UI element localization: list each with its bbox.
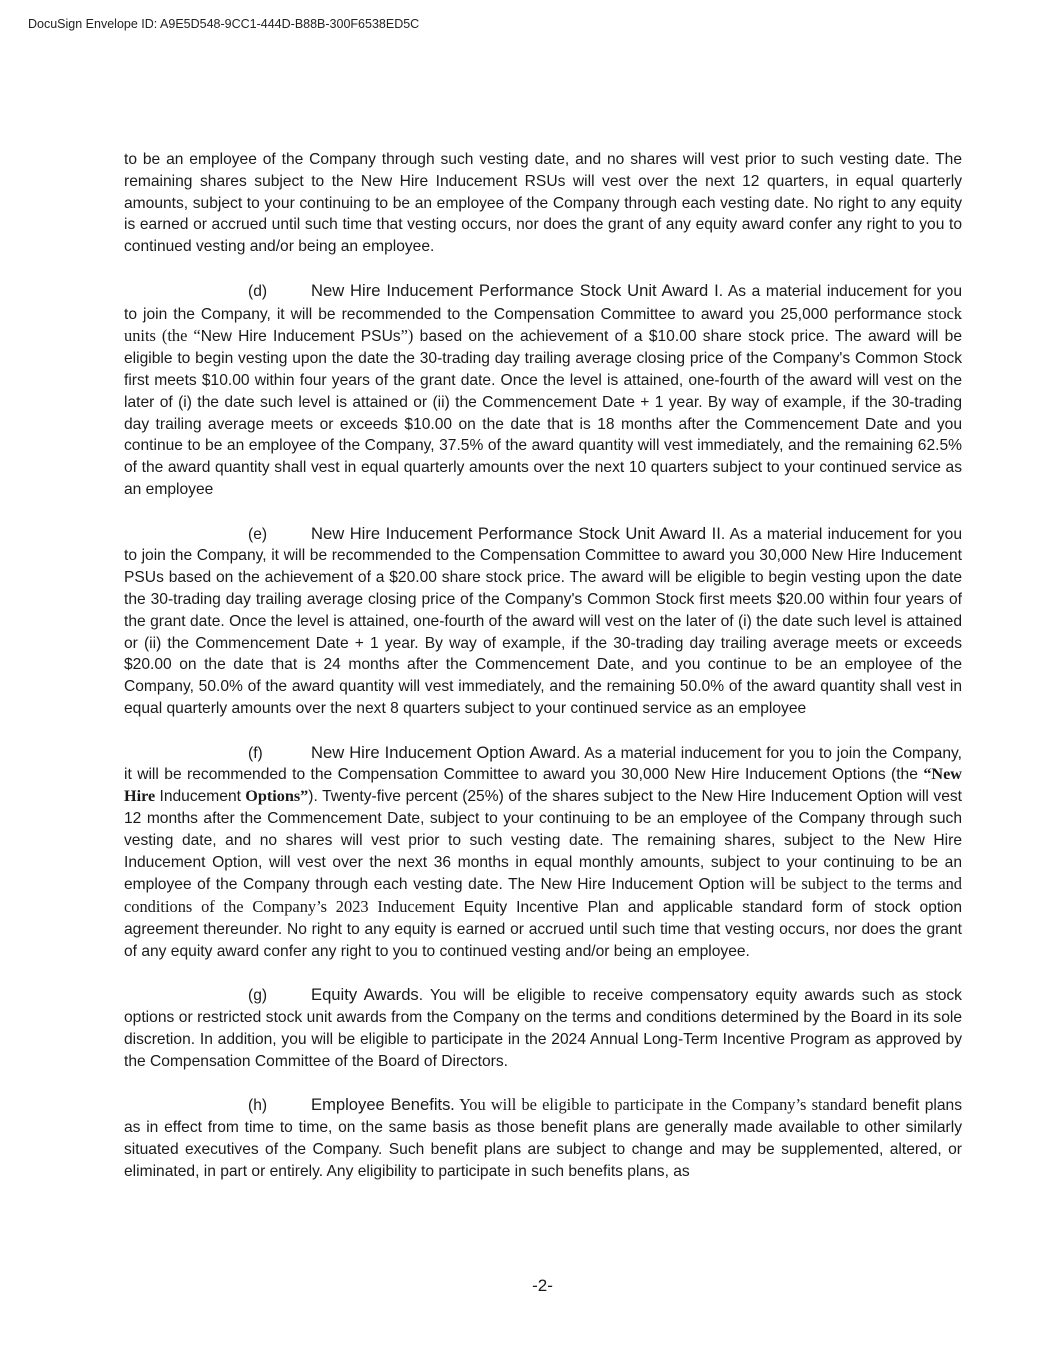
- section-e-heading: New Hire Inducement Performance Stock Unit Award II: [311, 523, 721, 543]
- section-e-paragraph: (e) New Hire Inducement Performance Stock Unit Award II. As a material inducement for you to join the Company, it will be recommended to the Compensation Committee to award you 30,000 New Hire Inducement PSUs based on the achievement of a $20.00 share stock price. The award will be eligible to begin vesting upon the date the 30-trading day trailing average closing price of the Company's Common Stock first meets $20.00 within four years of the grant date. Once the level is attained, one-fourth of the award will vest on the later of (i) the date such level is attained or (ii) the Commencement Date + 1 year. By way of example, if the 30-trading day trailing average meets or exceeds $20.00 on the date that is 24 months after the Commencement Date, and you continue to be an employee of the Company, 50.0% of the award quantity will vest immediately, and the remaining 50.0% of the award quantity shall vest in equal quarterly amounts over the next 8 quarters subject to your continued service as an employee: [124, 523, 962, 717]
- section-f-label: (f): [248, 744, 263, 762]
- section-h-label: (h): [248, 1097, 268, 1115]
- section-g-heading: Equity Awards: [311, 985, 419, 1005]
- docusign-envelope-id: DocuSign Envelope ID: A9E5D548-9CC1-444D-B88B-300F6538ED5C: [28, 17, 420, 31]
- section-f-heading: New Hire Inducement Option Award: [311, 742, 577, 762]
- section-h-paragraph: (h) Employee Benefits. You will be eligible to participate in the Company’s standard benefit plans as in effect from time to time, on the same basis as those benefit plans are generally made available to other similarly situated executives of the Company. Such benefit plans are subject to change and may be supplemented, altered, or eliminated, in part or entirely. Any eligibility to participate in such benefits plans, as: [124, 1095, 962, 1180]
- section-g-label: (g): [248, 987, 268, 1005]
- section-h-heading: Employee Benefits: [311, 1095, 451, 1115]
- section-g-paragraph: (g) Equity Awards. You will be eligible to receive compensatory equity awards such as stock options or restricted stock unit awards from the Company on the terms and conditions determined by the Board in its sole discretion. In addition, you will be eligible to participate in the 2024 Annual Long-Term Incentive Program as approved by the Compensation Committee of the Board of Directors.: [124, 985, 962, 1070]
- intro-paragraph: to be an employee of the Company through such vesting date, and no shares will vest prior to such vesting date. The remaining shares subject to the New Hire Inducement RSUs will vest over the next 12 quarters, in equal quarterly amounts, subject to your continuing to be an employee of the Company through each vesting date. No right to any equity is earned or accrued until such time that vesting occurs, nor does the grant of any equity award confer any right to you to continued vesting and/or being an employee.: [124, 151, 962, 256]
- page-number: -2-: [532, 1276, 553, 1295]
- section-f-paragraph: (f) New Hire Inducement Option Award. As a material inducement for you to join the Company, it will be recommended to the Compensation Committee to award you 30,000 New Hire Inducement Options (the “New Hire Inducement Options”). Twenty-five percent (25%) of the shares subject to the New Hire Inducement Option will vest 12 months after the Commencement Date, subject to your continuing to be an employee of the Company through such vesting date, and no shares will vest prior to such vesting date. The remaining shares, subject to the New Hire Inducement Option, will vest over the next 36 months in equal monthly amounts, subject to your continuing to be an employee of the Company through each vesting date. The New Hire Inducement Option will be subject to the terms and conditions of the Company’s 2023 Inducement Equity Incentive Plan and applicable standard form of stock option agreement thereunder. No right to any equity is earned or accrued until such time that vesting occurs, nor does the grant of any equity award confer any right to you to continued vesting and/or being an employee.: [124, 742, 963, 960]
- document-body: [124, 149, 962, 1182]
- section-d-label: (d): [248, 282, 268, 300]
- section-e-label: (e): [248, 525, 268, 543]
- section-d-heading: New Hire Inducement Performance Stock Unit Award I: [311, 280, 719, 300]
- section-d-paragraph: (d) New Hire Inducement Performance Stock Unit Award I. As a material inducement for you to join the Company, it will be recommended to the Compensation Committee to award you 25,000 performance stock units (the “New Hire Inducement PSUs”) based on the achievement of a $10.00 share stock price. The award will be eligible to begin vesting upon the date the 30-trading day trailing average closing price of the Company's Common Stock first meets $10.00 within four years of the grant date. Once the level is attained, one-fourth of the award will vest on the later of (i) the date such level is attained or (ii) the Commencement Date + 1 year. By way of example, if the 30-trading day trailing average meets or exceeds $10.00 on the date that is 18 months after the Commencement Date and you continue to be an employee of the Company, 37.5% of the award quantity will vest immediately, and the remaining 62.5% of the award quantity shall vest in equal quarterly amounts over the next 10 quarters subject to your continued service as an employee: [124, 280, 962, 498]
